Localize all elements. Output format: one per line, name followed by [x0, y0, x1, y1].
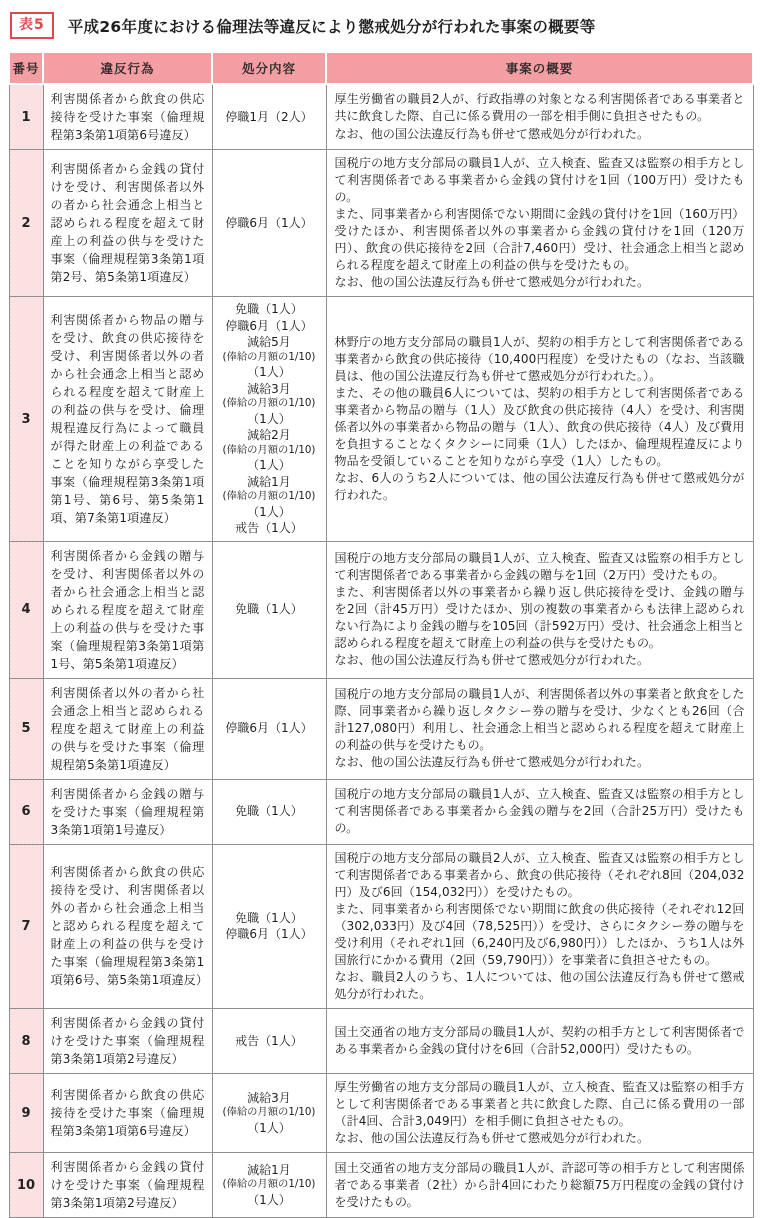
summary-paragraph: なお、6人のうち2人については、他の国公法違反行為も併せて懲戒処分が行われた。	[334, 471, 745, 503]
summary-paragraph: 国土交通省の地方支分部局の職員1人が、契約の相手方として利害関係者である事業者から金銭の貸付けを6回（合計52,000円）受けたもの。	[334, 1025, 745, 1057]
disposition-line: 戒告（1人）	[235, 1033, 303, 1048]
disposition-cell	[212, 678, 326, 779]
header-number: 番号	[9, 52, 43, 84]
summary-cell	[326, 844, 753, 1008]
disposition-cell	[212, 541, 326, 678]
summary-paragraph: また、同事業者から利害関係でない期間に飲食の供応接待（それぞれ12回（302,033円）及び4回（78,525円））を受け、さらにタクシー券の贈与を受け利用（それぞれ1回（6,240円及び6,980円））したほか、うち1人は外国旅行にかかる費用（2回（59,790円））を事業者に負担させたもの。	[334, 901, 745, 967]
summary-cell	[326, 1153, 753, 1218]
table-body	[9, 84, 753, 1218]
disposition-line: （1人）	[247, 504, 291, 519]
disposition-line: （1人）	[247, 1192, 291, 1207]
summary-cell	[326, 1009, 753, 1074]
case-number: 10	[9, 1153, 43, 1218]
summary-paragraph: なお、他の国公法違反行為も併せて懲戒処分が行われた。	[334, 755, 650, 770]
disposition-line: 免職（1人）	[235, 910, 303, 925]
disposition-line: 戒告（1人）	[235, 521, 303, 536]
disposition-line: 停職6月（1人）	[225, 318, 313, 333]
disposition-line: 停職6月（1人）	[225, 927, 313, 942]
case-number: 7	[9, 844, 43, 1008]
violation-cell: 利害関係者から金銭の貸付けを受けた事案（倫理規程第3条第1項第2号違反）	[43, 1153, 212, 1218]
disposition-line: （1人）	[247, 411, 291, 426]
disposition-line: （1人）	[247, 1120, 291, 1135]
summary-cell	[326, 1074, 753, 1153]
case-number: 6	[9, 779, 43, 844]
case-number: 2	[9, 150, 43, 297]
table-row	[9, 678, 753, 779]
table-row	[9, 779, 753, 844]
disposition-line: 停職1月（2人）	[225, 109, 313, 124]
summary-paragraph: また、その他の職員6人については、契約の相手方として利害関係者である事業者から物品の贈与（1人）及び飲食の供応接待（4人）を受け、利害関係者以外の事業者から物品の贈与（1人）、飲食の供応接待（4人）及び費用を負担することなくタクシーに同乗（1人）したほか、倫理規程違反により物品を受領していることを知りながら享受（1人）したもの。	[334, 385, 745, 469]
disposition-cell	[212, 1074, 326, 1153]
disposition-cell	[212, 1153, 326, 1218]
violation-cell: 利害関係者から金銭の貸付けを受けた事案（倫理規程第3条第1項第2号違反）	[43, 1009, 212, 1074]
summary-paragraph: 国税庁の地方支分部局の職員1人が、立入検査、監査又は監察の相手方として利害関係者である事業者から金銭の贈与を2回（合計25万円）受けたもの。	[334, 787, 745, 836]
summary-paragraph: また、同事業者から利害関係でない期間に金銭の貸付けを1回（160万円）受けたほか、利害関係者以外の事業者から金銭の貸付けを1回（120万円）、飲食の供応接待を2回（合計7,460円）受け、社会通念上相当と認められる程度を超えて財産上の利益の供与を受けたもの。	[334, 207, 745, 273]
disciplinary-cases-table	[8, 51, 754, 1218]
violation-cell: 利害関係者から物品の贈与を受け、飲食の供応接待を受け、利害関係者以外の者から社会通念上相当と認められる程度を超えて財産上の利益の供与を受け、倫理規程違反行為によって職員が得た財産上の利益であることを知りながら享受した事案（倫理規程第3条第1項第1号、第6号、第5条第1項、第7条第1項違反）	[43, 297, 212, 542]
disposition-line: 減給2月	[247, 428, 291, 443]
disposition-cell	[212, 150, 326, 297]
table-row	[9, 150, 753, 297]
summary-paragraph: 国税庁の地方支分部局の職員1人が、立入検査、監査又は監察の相手方として利害関係者である事業者から金銭の贈与を1回（2万円）受けたもの。	[334, 551, 745, 583]
disposition-cell	[212, 779, 326, 844]
summary-paragraph: なお、他の国公法違反行為も併せて懲戒処分が行われた。	[334, 126, 650, 141]
header-violation: 違反行為	[43, 52, 212, 84]
disposition-line: 減給5月	[247, 335, 291, 350]
disposition-cell	[212, 297, 326, 542]
summary-paragraph: なお、職員2人のうち、1人については、他の国公法違反行為も併せて懲戒処分が行われた。	[334, 969, 745, 1002]
disposition-cell	[212, 1009, 326, 1074]
disposition-line: 減給1月	[247, 474, 291, 489]
summary-cell	[326, 678, 753, 779]
table-row	[9, 541, 753, 678]
disposition-line: 減給3月	[247, 381, 291, 396]
case-number: 8	[9, 1009, 43, 1074]
violation-cell: 利害関係者から金銭の贈与を受けた事案（倫理規程第3条第1項第1号違反）	[43, 779, 212, 844]
disposition-line: (俸給の月額の1/10)	[222, 1106, 316, 1119]
titlebar	[10, 12, 752, 39]
summary-paragraph: なお、他の国公法違反行為も併せて懲戒処分が行われた。	[334, 653, 650, 668]
summary-paragraph: 厚生労働省の地方支分部局の職員1人が、立入検査、監査又は監察の相手方として利害関係者である事業者と共に飲食した際、自己に係る費用の一部（計4回、合計3,049円）を相手側に負担させたもの。	[334, 1080, 745, 1129]
disposition-line: 減給3月	[247, 1090, 291, 1105]
disposition-line: (俸給の月額の1/10)	[222, 350, 316, 363]
disposition-line: 減給1月	[247, 1162, 291, 1177]
table-row	[9, 1009, 753, 1074]
table-row	[9, 84, 753, 150]
summary-cell	[326, 779, 753, 844]
summary-cell	[326, 150, 753, 297]
case-number: 4	[9, 541, 43, 678]
summary-paragraph: 国土交通省の地方支分部局の職員1人が、許認可等の相手方として利害関係者である事業者（2社）から計4回にわたり総額75万円程度の金銭の貸付けを受けたもの。	[334, 1160, 745, 1209]
summary-cell	[326, 297, 753, 542]
disposition-line: (俸給の月額の1/10)	[222, 397, 316, 410]
table-row	[9, 297, 753, 542]
summary-paragraph: 国税庁の地方支分部局の職員1人が、利害関係者以外の事業者と飲食をした際、同事業者から繰り返しタクシー券の贈与を受け、少なくとも26回（合計127,080円）利用し、社会通念上相当と認められる程度を超えて財産上の利益の供与を受けたもの。	[334, 687, 745, 753]
disposition-line: 免職（1人）	[235, 302, 303, 317]
table-number-badge: 表5	[10, 12, 54, 39]
table-row	[9, 844, 753, 1008]
disposition-line: (俸給の月額の1/10)	[222, 1178, 316, 1191]
violation-cell: 利害関係者から金銭の貸付けを受け、利害関係者以外の者から社会通念上相当と認められる程度を超えて財産上の利益の供与を受けた事案（倫理規程第3条第1項第2号、第5条第1項違反）	[43, 150, 212, 297]
disposition-line: 停職6月（1人）	[225, 215, 313, 230]
summary-paragraph: なお、他の国公法違反行為も併せて懲戒処分が行われた。	[334, 275, 650, 290]
disposition-line: 停職6月（1人）	[225, 721, 313, 736]
violation-cell: 利害関係者から飲食の供応接待を受け、利害関係者以外の者から社会通念上相当と認められる程度を超えて財産上の利益の供与を受けた事案（倫理規程第3条第1項第6号、第5条第1項違反）	[43, 844, 212, 1008]
summary-cell	[326, 541, 753, 678]
summary-cell	[326, 84, 753, 150]
disposition-line: (俸給の月額の1/10)	[222, 490, 316, 503]
table-row	[9, 1074, 753, 1153]
summary-paragraph: 厚生労働省の職員2人が、行政指導の対象となる利害関係者である事業者と共に飲食した際、自己に係る費用の一部を相手側に負担させたもの。	[334, 92, 745, 124]
summary-paragraph: なお、他の国公法違反行為も併せて懲戒処分が行われた。	[334, 1131, 650, 1146]
disposition-cell	[212, 84, 326, 150]
case-number: 3	[9, 297, 43, 542]
header-disposition: 処分内容	[212, 52, 326, 84]
table-row	[9, 1153, 753, 1218]
disposition-cell	[212, 844, 326, 1008]
disposition-line: (俸給の月額の1/10)	[222, 443, 316, 456]
summary-paragraph: また、利害関係者以外の事業者から繰り返し供応接待を受け、金銭の贈与を2回（計45万円）受けたほか、別の複数の事業者からも法律上認められない行為により金銭の贈与を105回（計592万円）受け、社会通念上相当と認められる程度を超えて財産上の利益の供与を受けたもの。	[334, 585, 745, 651]
disposition-line: 免職（1人）	[235, 804, 303, 819]
header-summary: 事案の概要	[326, 52, 753, 84]
summary-paragraph: 国税庁の地方支分部局の職員1人が、立入検査、監査又は監察の相手方として利害関係者である事業者から金銭の貸付けを1回（100万円）受けたもの。	[334, 156, 745, 205]
violation-cell: 利害関係者から飲食の供応接待を受けた事案（倫理規程第3条第1項第6号違反）	[43, 84, 212, 150]
case-number: 5	[9, 678, 43, 779]
violation-cell: 利害関係者から飲食の供応接待を受けた事案（倫理規程第3条第1項第6号違反）	[43, 1074, 212, 1153]
page-title: 平成26年度における倫理法等違反により懲戒処分が行われた事案の概要等	[67, 17, 596, 36]
summary-paragraph: 林野庁の地方支分部局の職員1人が、契約の相手方として利害関係者である事業者から飲食の供応接待（10,400円程度）を受けたもの（なお、当該職員は、他の国公法違反行為も併せて懲戒処分が行われた。）。	[334, 334, 745, 383]
disposition-line: 免職（1人）	[235, 602, 303, 617]
violation-cell: 利害関係者から金銭の贈与を受け、利害関係者以外の者から社会通念上相当と認められる程度を超えて財産上の利益の供与を受けた事案（倫理規程第3条第1項第1号、第5条第1項違反）	[43, 541, 212, 678]
disposition-line: （1人）	[247, 458, 291, 473]
case-number: 9	[9, 1074, 43, 1153]
summary-paragraph: 国税庁の地方支分部局の職員2人が、立入検査、監査又は監察の相手方として利害関係者である事業者から、飲食の供応接待（それぞれ8回（204,032円）及び6回（154,032円））を受けたもの。	[334, 850, 745, 899]
case-number: 1	[9, 84, 43, 150]
disposition-line: （1人）	[247, 365, 291, 380]
violation-cell: 利害関係者以外の者から社会通念上相当と認められる程度を超えて財産上の利益の供与を受けた事案（倫理規程第5条第1項違反）	[43, 678, 212, 779]
header-row	[9, 52, 753, 84]
